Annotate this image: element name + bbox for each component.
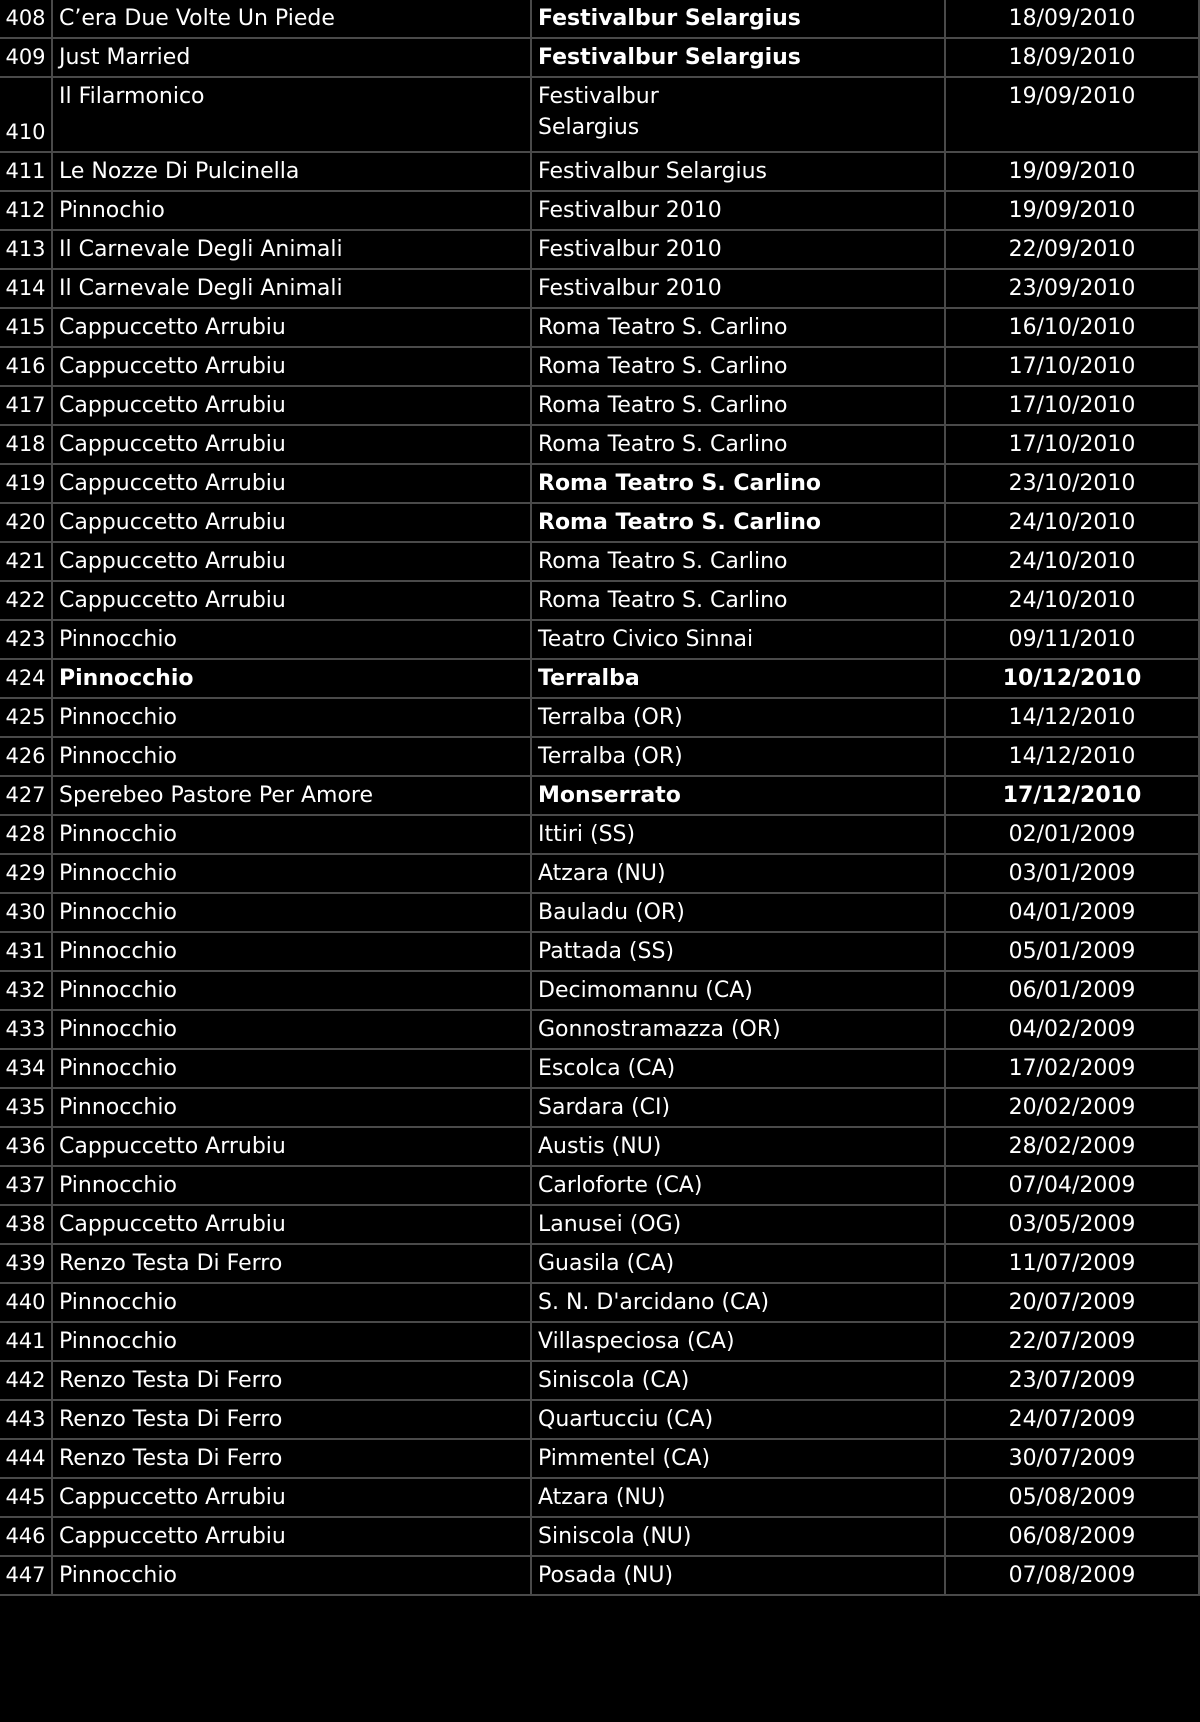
show-venue: Monserrato	[531, 776, 945, 815]
show-date: 24/10/2010	[945, 503, 1199, 542]
show-date: 11/07/2009	[945, 1244, 1199, 1283]
table-row	[0, 503, 1199, 542]
show-date: 24/10/2010	[945, 542, 1199, 581]
row-number: 429	[0, 854, 52, 893]
show-venue: Atzara (NU)	[531, 1478, 945, 1517]
table-row	[0, 308, 1199, 347]
show-venue: Pattada (SS)	[531, 932, 945, 971]
show-title: Pinnocchio	[52, 737, 531, 776]
show-title: Il Carnevale Degli Animali	[52, 269, 531, 308]
row-number: 410	[0, 77, 52, 152]
show-title: Pinnocchio	[52, 971, 531, 1010]
show-title: Pinnocchio	[52, 893, 531, 932]
show-venue: Roma Teatro S. Carlino	[531, 386, 945, 425]
table-row	[0, 932, 1199, 971]
row-number: 414	[0, 269, 52, 308]
show-date: 03/05/2009	[945, 1205, 1199, 1244]
table-row	[0, 620, 1199, 659]
table-row	[0, 425, 1199, 464]
show-title: C’era Due Volte Un Piede	[52, 0, 531, 38]
table-row	[0, 191, 1199, 230]
show-title: Pinnocchio	[52, 1166, 531, 1205]
row-number: 408	[0, 0, 52, 38]
show-venue: Ittiri (SS)	[531, 815, 945, 854]
show-title: Cappuccetto Arrubiu	[52, 1205, 531, 1244]
show-venue: Siniscola (CA)	[531, 1361, 945, 1400]
table-row	[0, 815, 1199, 854]
row-number: 420	[0, 503, 52, 542]
show-venue: Teatro Civico Sinnai	[531, 620, 945, 659]
show-venue: Terralba (OR)	[531, 698, 945, 737]
show-title: Pinnochio	[52, 191, 531, 230]
show-venue: Roma Teatro S. Carlino	[531, 542, 945, 581]
show-venue: S. N. D'arcidano (CA)	[531, 1283, 945, 1322]
show-title: Cappuccetto Arrubiu	[52, 542, 531, 581]
show-title: Cappuccetto Arrubiu	[52, 581, 531, 620]
table-row	[0, 1010, 1199, 1049]
row-number: 409	[0, 38, 52, 77]
show-venue: Sardara (CI)	[531, 1088, 945, 1127]
show-venue: Terralba (OR)	[531, 737, 945, 776]
show-date: 17/10/2010	[945, 386, 1199, 425]
row-number: 426	[0, 737, 52, 776]
show-date: 06/08/2009	[945, 1517, 1199, 1556]
show-date: 19/09/2010	[945, 77, 1199, 152]
table-row	[0, 1283, 1199, 1322]
row-number: 443	[0, 1400, 52, 1439]
show-date: 04/02/2009	[945, 1010, 1199, 1049]
show-date: 14/12/2010	[945, 698, 1199, 737]
table-row	[0, 152, 1199, 191]
table-row	[0, 1127, 1199, 1166]
show-venue: Terralba	[531, 659, 945, 698]
show-title: Le Nozze Di Pulcinella	[52, 152, 531, 191]
row-number: 419	[0, 464, 52, 503]
row-number: 437	[0, 1166, 52, 1205]
table-row	[0, 269, 1199, 308]
show-title: Pinnocchio	[52, 1322, 531, 1361]
show-title: Pinnocchio	[52, 1010, 531, 1049]
show-venue: Guasila (CA)	[531, 1244, 945, 1283]
show-venue: Gonnostramazza (OR)	[531, 1010, 945, 1049]
show-title: Il Carnevale Degli Animali	[52, 230, 531, 269]
row-number: 411	[0, 152, 52, 191]
show-title: Pinnocchio	[52, 1088, 531, 1127]
show-date: 17/10/2010	[945, 347, 1199, 386]
show-venue: Posada (NU)	[531, 1556, 945, 1595]
table-row	[0, 0, 1199, 38]
show-venue: Roma Teatro S. Carlino	[531, 425, 945, 464]
show-title: Sperebeo Pastore Per Amore	[52, 776, 531, 815]
row-number: 421	[0, 542, 52, 581]
show-date: 20/07/2009	[945, 1283, 1199, 1322]
show-venue: Festivalbur 2010	[531, 230, 945, 269]
show-date: 07/08/2009	[945, 1556, 1199, 1595]
row-number: 434	[0, 1049, 52, 1088]
show-title: Cappuccetto Arrubiu	[52, 464, 531, 503]
table-row	[0, 1322, 1199, 1361]
show-venue: Festivalbur Selargius	[531, 152, 945, 191]
show-date: 16/10/2010	[945, 308, 1199, 347]
table-row	[0, 581, 1199, 620]
table-row	[0, 347, 1199, 386]
row-number: 413	[0, 230, 52, 269]
table-row	[0, 854, 1199, 893]
row-number: 427	[0, 776, 52, 815]
table-row	[0, 464, 1199, 503]
show-date: 04/01/2009	[945, 893, 1199, 932]
row-number: 422	[0, 581, 52, 620]
show-venue: Festivalbur Selargius	[531, 0, 945, 38]
table-row	[0, 971, 1199, 1010]
show-venue: Roma Teatro S. Carlino	[531, 308, 945, 347]
row-number: 433	[0, 1010, 52, 1049]
show-title: Pinnocchio	[52, 1049, 531, 1088]
show-title: Cappuccetto Arrubiu	[52, 1127, 531, 1166]
row-number: 447	[0, 1556, 52, 1595]
table-row	[0, 230, 1199, 269]
row-number: 417	[0, 386, 52, 425]
show-venue: Festivalbur 2010	[531, 269, 945, 308]
table-row	[0, 737, 1199, 776]
show-title: Pinnocchio	[52, 854, 531, 893]
show-date: 17/12/2010	[945, 776, 1199, 815]
show-date: 22/07/2009	[945, 1322, 1199, 1361]
show-venue: Escolca (CA)	[531, 1049, 945, 1088]
row-number: 440	[0, 1283, 52, 1322]
show-date: 18/09/2010	[945, 38, 1199, 77]
show-title: Cappuccetto Arrubiu	[52, 1517, 531, 1556]
table-row	[0, 542, 1199, 581]
show-date: 23/09/2010	[945, 269, 1199, 308]
table-row	[0, 1400, 1199, 1439]
show-date: 17/02/2009	[945, 1049, 1199, 1088]
show-title: Cappuccetto Arrubiu	[52, 503, 531, 542]
show-title: Cappuccetto Arrubiu	[52, 1478, 531, 1517]
show-title: Pinnocchio	[52, 620, 531, 659]
show-title: Renzo Testa Di Ferro	[52, 1400, 531, 1439]
show-venue: Atzara (NU)	[531, 854, 945, 893]
show-date: 22/09/2010	[945, 230, 1199, 269]
show-title: Renzo Testa Di Ferro	[52, 1361, 531, 1400]
show-venue: Austis (NU)	[531, 1127, 945, 1166]
show-venue: Lanusei (OG)	[531, 1205, 945, 1244]
table-row	[0, 1166, 1199, 1205]
row-number: 444	[0, 1439, 52, 1478]
row-number: 418	[0, 425, 52, 464]
table-row	[0, 1205, 1199, 1244]
row-number: 432	[0, 971, 52, 1010]
show-venue: Carloforte (CA)	[531, 1166, 945, 1205]
show-title: Just Married	[52, 38, 531, 77]
row-number: 430	[0, 893, 52, 932]
show-date: 28/02/2009	[945, 1127, 1199, 1166]
show-venue: Decimomannu (CA)	[531, 971, 945, 1010]
row-number: 423	[0, 620, 52, 659]
table-row	[0, 893, 1199, 932]
show-date: 02/01/2009	[945, 815, 1199, 854]
table-row	[0, 1439, 1199, 1478]
show-venue: Siniscola (NU)	[531, 1517, 945, 1556]
table-row	[0, 38, 1199, 77]
show-date: 03/01/2009	[945, 854, 1199, 893]
table-row	[0, 1088, 1199, 1127]
table-row	[0, 77, 1199, 152]
row-number: 436	[0, 1127, 52, 1166]
row-number: 446	[0, 1517, 52, 1556]
show-title: Pinnocchio	[52, 815, 531, 854]
show-date: 06/01/2009	[945, 971, 1199, 1010]
show-date: 18/09/2010	[945, 0, 1199, 38]
show-date: 07/04/2009	[945, 1166, 1199, 1205]
show-date: 05/08/2009	[945, 1478, 1199, 1517]
show-venue: Festivalbur 2010	[531, 191, 945, 230]
show-date: 05/01/2009	[945, 932, 1199, 971]
show-venue: Quartucciu (CA)	[531, 1400, 945, 1439]
show-title: Cappuccetto Arrubiu	[52, 425, 531, 464]
show-title: Il Filarmonico	[52, 77, 531, 152]
row-number: 415	[0, 308, 52, 347]
show-venue: Bauladu (OR)	[531, 893, 945, 932]
show-title: Renzo Testa Di Ferro	[52, 1244, 531, 1283]
table-row	[0, 1478, 1199, 1517]
table-row	[0, 1049, 1199, 1088]
show-date: 09/11/2010	[945, 620, 1199, 659]
show-date: 24/10/2010	[945, 581, 1199, 620]
show-venue: Pimmentel (CA)	[531, 1439, 945, 1478]
show-date: 19/09/2010	[945, 152, 1199, 191]
show-title: Cappuccetto Arrubiu	[52, 308, 531, 347]
show-venue: Villaspeciosa (CA)	[531, 1322, 945, 1361]
show-venue: Roma Teatro S. Carlino	[531, 464, 945, 503]
table-row	[0, 1517, 1199, 1556]
show-date: 23/10/2010	[945, 464, 1199, 503]
table-row	[0, 776, 1199, 815]
show-venue: Roma Teatro S. Carlino	[531, 347, 945, 386]
show-date: 20/02/2009	[945, 1088, 1199, 1127]
table-row	[0, 659, 1199, 698]
show-date: 17/10/2010	[945, 425, 1199, 464]
show-title: Cappuccetto Arrubiu	[52, 386, 531, 425]
show-title: Pinnocchio	[52, 659, 531, 698]
row-number: 438	[0, 1205, 52, 1244]
row-number: 435	[0, 1088, 52, 1127]
show-venue: Festivalbur Selargius	[531, 38, 945, 77]
show-date: 30/07/2009	[945, 1439, 1199, 1478]
row-number: 424	[0, 659, 52, 698]
show-title: Pinnocchio	[52, 1283, 531, 1322]
show-date: 24/07/2009	[945, 1400, 1199, 1439]
show-date: 14/12/2010	[945, 737, 1199, 776]
table-row	[0, 1361, 1199, 1400]
show-date: 10/12/2010	[945, 659, 1199, 698]
row-number: 416	[0, 347, 52, 386]
show-date: 19/09/2010	[945, 191, 1199, 230]
show-title: Pinnocchio	[52, 1556, 531, 1595]
table-row	[0, 1244, 1199, 1283]
row-number: 412	[0, 191, 52, 230]
table-row	[0, 1556, 1199, 1595]
row-number: 425	[0, 698, 52, 737]
table-row	[0, 386, 1199, 425]
show-venue: Festivalbur Selargius	[531, 77, 945, 152]
row-number: 439	[0, 1244, 52, 1283]
row-number: 445	[0, 1478, 52, 1517]
row-number: 441	[0, 1322, 52, 1361]
show-title: Pinnocchio	[52, 698, 531, 737]
table-row	[0, 698, 1199, 737]
show-title: Pinnocchio	[52, 932, 531, 971]
show-title: Cappuccetto Arrubiu	[52, 347, 531, 386]
show-venue: Roma Teatro S. Carlino	[531, 503, 945, 542]
row-number: 431	[0, 932, 52, 971]
show-title: Renzo Testa Di Ferro	[52, 1439, 531, 1478]
row-number: 442	[0, 1361, 52, 1400]
show-date: 23/07/2009	[945, 1361, 1199, 1400]
show-venue: Roma Teatro S. Carlino	[531, 581, 945, 620]
row-number: 428	[0, 815, 52, 854]
